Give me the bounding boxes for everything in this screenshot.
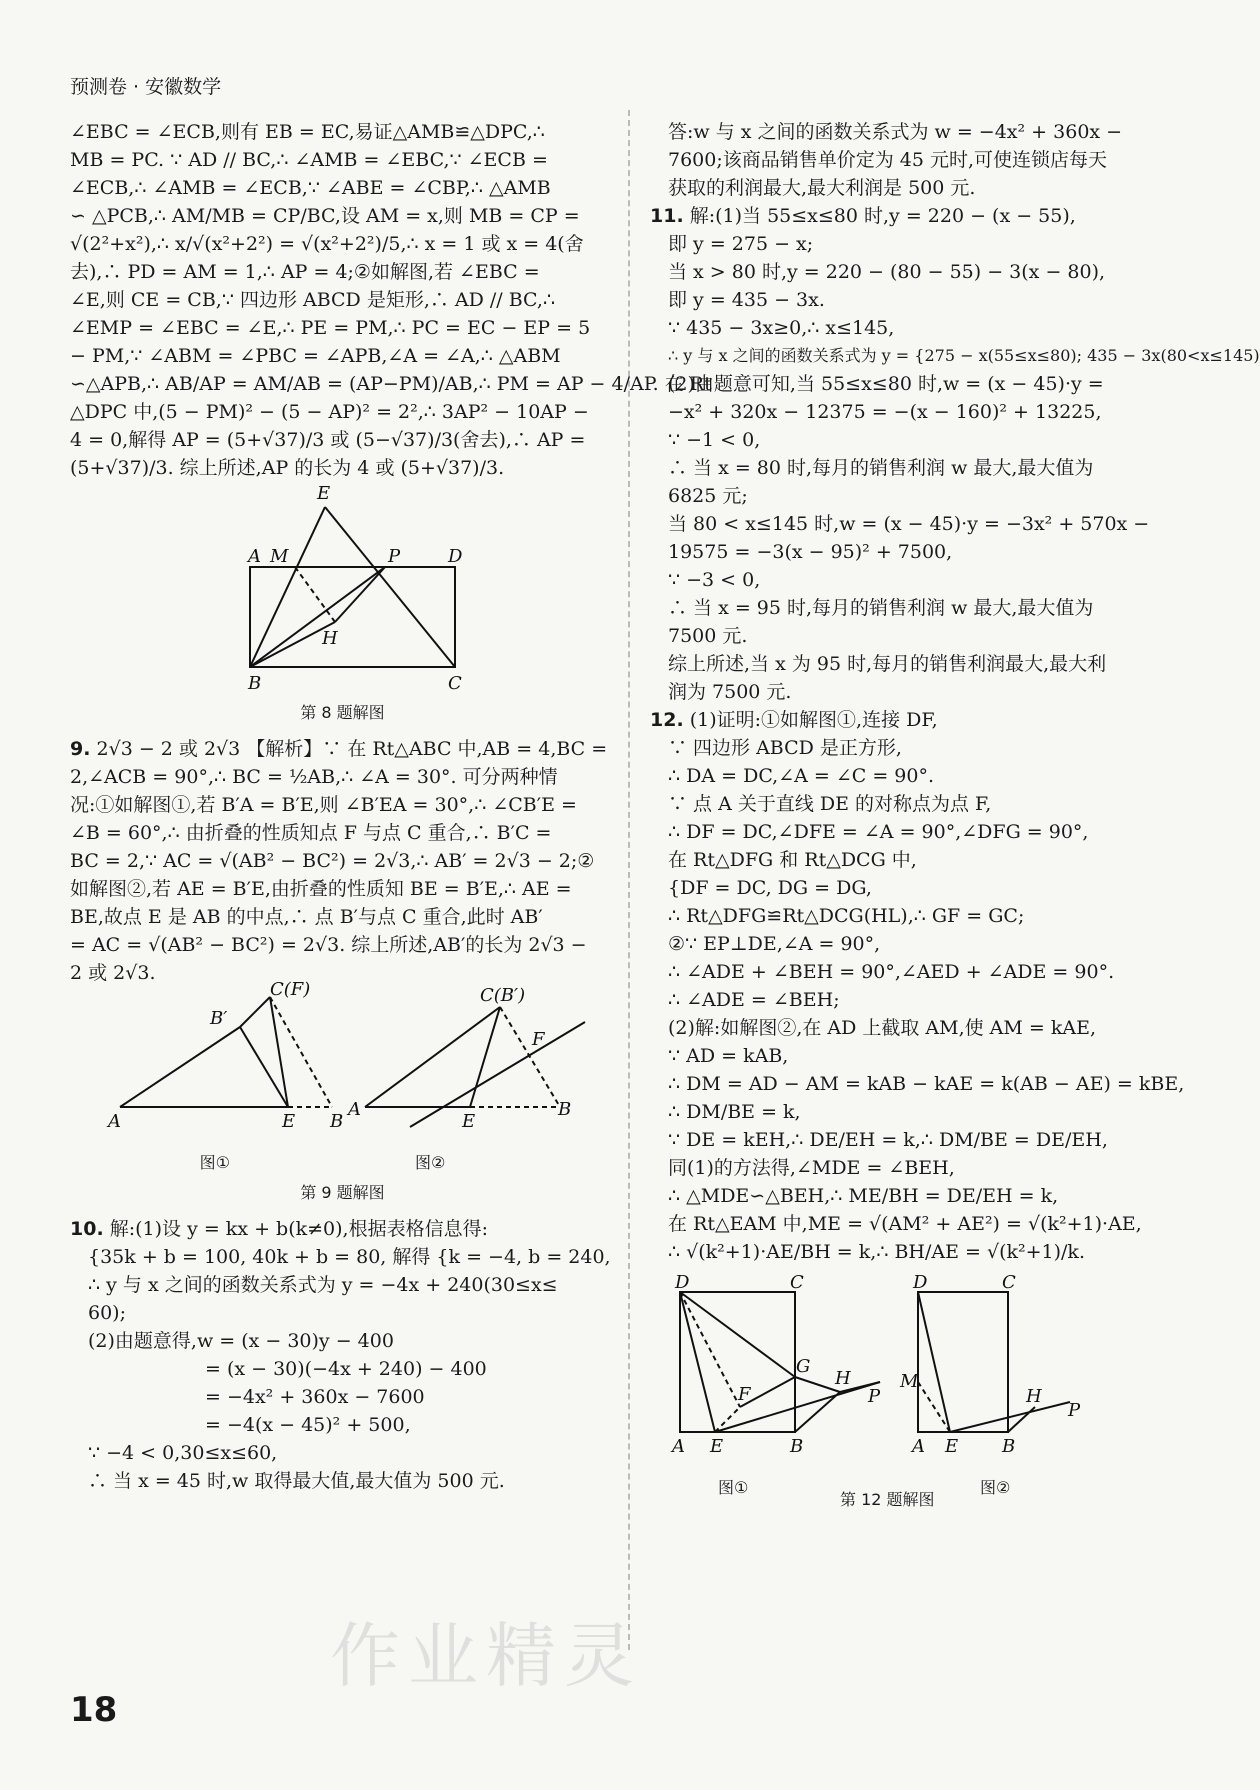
text-line: ∵ DE = kEH,∴ DE/EH = k,∴ DM/BE = DE/EH, — [668, 1129, 1108, 1151]
label-C: C — [448, 673, 462, 694]
label-D: D — [448, 546, 463, 567]
text-line: ∽ △PCB,∴ AM/MB = CP/BC,设 AM = x,则 MB = CP = — [70, 205, 580, 227]
text-line: {35k + b = 100, 40k + b = 80, 解得 {k = −4, b = 240, — [88, 1246, 611, 1268]
right-column — [650, 118, 1260, 1509]
label-H2: H — [1026, 1386, 1042, 1407]
text-line: △DPC 中,(5 − PM)² − (5 − AP)² = 2²,∴ 3AP² − 10AP − — [70, 401, 589, 423]
label-B3: B — [558, 1099, 572, 1120]
text-line: ∠B = 60°,∴ 由折叠的性质知点 F 与点 C 重合,∴ B′C = — [70, 822, 552, 844]
label-B: B — [790, 1436, 804, 1457]
text-line: BC = 2,∵ AC = √(AB² − BC²) = 2√3,∴ AB′ = 2√3 − 2;② — [70, 850, 595, 872]
q11-number: 11. — [650, 205, 684, 227]
label-M: M — [900, 1371, 919, 1392]
text-line: ∴ Rt△DFG≌Rt△DCG(HL),∴ GF = GC; — [668, 905, 1025, 927]
label-F: F — [532, 1029, 545, 1050]
figure-9-sub-1: 图① — [199, 1153, 230, 1172]
q10-solution — [70, 1215, 615, 1495]
page-header: 预测卷 · 安徽数学 — [70, 76, 222, 98]
q10-number: 10. — [70, 1218, 104, 1240]
q9-number: 9. — [70, 738, 91, 760]
label-A: A — [248, 546, 261, 567]
text-line: ∵ 435 − 3x≥0,∴ x≤145, — [668, 317, 895, 339]
label-B2: B — [1002, 1436, 1016, 1457]
q12-number: 12. — [650, 709, 684, 731]
text-line: ∴ DF = DC,∠DFE = ∠A = 90°,∠DFG = 90°, — [668, 821, 1089, 843]
figure-9 — [70, 979, 615, 1147]
label-P: P — [868, 1386, 881, 1407]
text-line: 当 80 < x≤145 时,w = (x − 45)·y = −3x² + 570x − — [668, 513, 1150, 535]
text-line: 答:w 与 x 之间的函数关系式为 w = −4x² + 360x − — [668, 121, 1123, 143]
label-B-prime: B′ — [210, 1008, 228, 1029]
text-line: 在 Rt△DFG 和 Rt△DCG 中, — [668, 849, 917, 871]
q10-answer — [650, 118, 1170, 202]
text-line: 2 或 2√3. — [70, 962, 156, 984]
text-line: ∽△APB,∴ AB/AP = AM/AB = (AP−PM)/AB,∴ PM = AP − 4/AP. 在 Rt — [70, 373, 712, 395]
text-line: ∵ −4 < 0,30≤x≤60, — [88, 1442, 278, 1464]
text-line: 在 Rt△EAM 中,ME = √(AM² + AE²) = √(k²+1)·AE, — [668, 1213, 1142, 1235]
text-line: (5+√37)/3. 综上所述,AP 的长为 4 或 (5+√37)/3. — [70, 457, 505, 479]
text-line: 同(1)的方法得,∠MDE = ∠BEH, — [668, 1157, 955, 1179]
text-line: 4 = 0,解得 AP = (5+√37)/3 或 (5−√37)/3(舍去),∴ AP = — [70, 429, 586, 451]
label-B: B — [248, 673, 262, 694]
q11-solution — [650, 202, 1260, 706]
label-P2: P — [1068, 1400, 1081, 1421]
text-line: ∠ECB,∴ ∠AMB = ∠ECB,∵ ∠ABE = ∠CBP,∴ △AMB — [70, 177, 551, 199]
text-line: ∠E,则 CE = CB,∵ 四边形 ABCD 是矩形,∴ AD // BC,∴ — [70, 289, 556, 311]
label-F: F — [738, 1384, 751, 1405]
text-line: = −4x² + 360x − 7600 — [205, 1386, 425, 1408]
q9-solution — [70, 735, 615, 987]
text-line: ∵ 四边形 ABCD 是正方形, — [668, 737, 902, 759]
text-line: ②∵ EP⊥DE,∠A = 90°, — [668, 933, 881, 955]
figure-8-caption: 第 8 题解图 — [300, 703, 385, 722]
text-line: ∴ DA = DC,∠A = ∠C = 90°. — [668, 765, 935, 787]
label-D2: D — [913, 1272, 928, 1293]
label-M: M — [270, 546, 289, 567]
text-line: ∴ DM/BE = k, — [668, 1101, 801, 1123]
text-line: ∴ y 与 x 之间的函数关系式为 y = −4x + 240(30≤x≤ — [88, 1274, 558, 1296]
label-G: G — [796, 1356, 811, 1377]
figure-12-sub-2: 图② — [980, 1478, 1011, 1497]
text-line: 19575 = −3(x − 95)² + 7500, — [668, 541, 953, 563]
text-line: ∠EMP = ∠EBC = ∠E,∴ PE = PM,∴ PC = EC − EP = 5 — [70, 317, 591, 339]
label-A2: A — [912, 1436, 925, 1457]
text-line: 即 y = 275 − x; — [668, 233, 814, 255]
text-line: (1)证明:①如解图①,连接 DF, — [689, 709, 938, 731]
figure-12-sub-1: 图① — [718, 1478, 749, 1497]
label-C-Bprime: C(B′) — [480, 985, 526, 1006]
label-E2: E — [462, 1111, 476, 1132]
text-line: 解:(1)当 55≤x≤80 时,y = 220 − (x − 55), — [689, 205, 1076, 227]
text-line: 60); — [88, 1302, 126, 1324]
text-line: ∴ DM = AD − AM = kAB − kAE = k(AB − AE) = kBE, — [668, 1073, 1185, 1095]
text-line: 当 x > 80 时,y = 220 − (80 − 55) − 3(x − 80), — [668, 261, 1106, 283]
label-P: P — [388, 546, 401, 567]
text-line: −x² + 320x − 12375 = −(x − 160)² + 13225, — [668, 401, 1102, 423]
text-line: 2,∠ACB = 90°,∴ BC = ½AB,∴ ∠A = 30°. 可分两种情 — [70, 766, 558, 788]
text-line: ∵ 点 A 关于直线 DE 的对称点为点 F, — [668, 793, 992, 815]
label-D: D — [675, 1272, 690, 1293]
text-line: ∵ AD = kAB, — [668, 1045, 789, 1067]
text-line: (2)由题意得,w = (x − 30)y − 400 — [88, 1330, 394, 1352]
figure-12-caption: 第 12 题解图 — [840, 1490, 935, 1509]
text-line: BE,故点 E 是 AB 的中点,∴ 点 B′与点 C 重合,此时 AB′ — [70, 906, 543, 928]
text-line: − PM,∵ ∠ABM = ∠PBC = ∠APB,∠A = ∠A,∴ △ABM — [70, 345, 561, 367]
label-E2: E — [945, 1436, 959, 1457]
column-divider — [628, 110, 630, 1650]
text-line: ∴ △MDE∽△BEH,∴ ME/BH = DE/EH = k, — [668, 1185, 1059, 1207]
text-line: (2)解:如解图②,在 AD 上截取 AM,使 AM = kAE, — [668, 1017, 1097, 1039]
q12-solution — [650, 706, 1185, 1266]
label-C2: C — [1002, 1272, 1016, 1293]
label-B: B — [330, 1111, 344, 1132]
figure-12 — [650, 1272, 1170, 1472]
text-line: ∴ 当 x = 95 时,每月的销售利润 w 最大,最大值为 — [668, 597, 1094, 619]
text-line: {DF = DC, DG = DG, — [668, 877, 872, 899]
label-H: H — [322, 628, 338, 649]
text-line: √(2²+x²),∴ x/√(x²+2²) = √(x²+2²)/5,∴ x = 1 或 x = 4(舍 — [70, 233, 584, 255]
label-C: C — [790, 1272, 804, 1293]
text-line: ∴ 当 x = 80 时,每月的销售利润 w 最大,最大值为 — [668, 457, 1094, 479]
page-number: 18 — [70, 1690, 118, 1730]
text-line: MB = PC. ∵ AD // BC,∴ ∠AMB = ∠EBC,∵ ∠ECB = — [70, 149, 548, 171]
label-A2: A — [348, 1099, 361, 1120]
watermark: 作业精灵 — [330, 1615, 642, 1697]
label-A: A — [108, 1111, 121, 1132]
label-E: E — [710, 1436, 724, 1457]
text-line: ∴ 当 x = 45 时,w 取得最大值,最大值为 500 元. — [88, 1470, 505, 1492]
label-H: H — [835, 1368, 851, 1389]
text-line: (2)由题意可知,当 55≤x≤80 时,w = (x − 45)·y = — [668, 373, 1104, 395]
figure-9-sub-2: 图② — [415, 1153, 446, 1172]
label-A: A — [672, 1436, 685, 1457]
label-E: E — [282, 1111, 296, 1132]
text-line: ∴ √(k²+1)·AE/BH = k,∴ BH/AE = √(k²+1)/k. — [668, 1241, 1085, 1263]
text-line: 7600;该商品销售单价定为 45 元时,可使连锁店每天 — [668, 149, 1108, 171]
text-line: = −4(x − 45)² + 500, — [205, 1414, 411, 1436]
text-line: 解:(1)设 y = kx + b(k≠0),根据表格信息得: — [109, 1218, 488, 1240]
text-line: 2√3 − 2 或 2√3 【解析】∵ 在 Rt△ABC 中,AB = 4,BC = — [96, 738, 608, 760]
text-line: 况:①如解图①,若 B′A = B′E,则 ∠B′EA = 30°,∴ ∠CB′E = — [70, 794, 577, 816]
text-line: 如解图②,若 AE = B′E,由折叠的性质知 BE = B′E,∴ AE = — [70, 878, 572, 900]
text-line: 6825 元; — [668, 485, 748, 507]
text-line: ∴ ∠ADE + ∠BEH = 90°,∠AED + ∠ADE = 90°. — [668, 961, 1115, 983]
text-line: 综上所述,当 x 为 95 时,每月的销售利润最大,最大利 — [668, 653, 1107, 675]
text-line: 即 y = 435 − 3x. — [668, 289, 825, 311]
text-line: ∵ −1 < 0, — [668, 429, 761, 451]
label-C-F: C(F) — [270, 979, 311, 1000]
text-line: = (x − 30)(−4x + 240) − 400 — [205, 1358, 487, 1380]
text-line: 7500 元. — [668, 625, 748, 647]
text-line: ∴ ∠ADE = ∠BEH; — [668, 989, 840, 1011]
text-line: 获取的利润最大,最大利润是 500 元. — [668, 177, 976, 199]
text-line: ∴ y 与 x 之间的函数关系式为 y = {275 − x(55≤x≤80); 435 − 3x(80<x≤145) — [668, 346, 1260, 365]
text-line: 润为 7500 元. — [668, 681, 792, 703]
text-line: ∵ −3 < 0, — [668, 569, 761, 591]
text-line: = AC = √(AB² − BC²) = 2√3. 综上所述,AB′的长为 2√3 − — [70, 934, 587, 956]
figure-8 — [70, 482, 615, 697]
text-line: ∠EBC = ∠ECB,则有 EB = EC,易证△AMB≌△DPC,∴ — [70, 121, 545, 143]
figure-9-caption: 第 9 题解图 — [300, 1183, 385, 1202]
text-line: 去),∴ PD = AM = 1,∴ AP = 4;②如解图,若 ∠EBC = — [70, 261, 540, 283]
label-E: E — [317, 483, 331, 504]
